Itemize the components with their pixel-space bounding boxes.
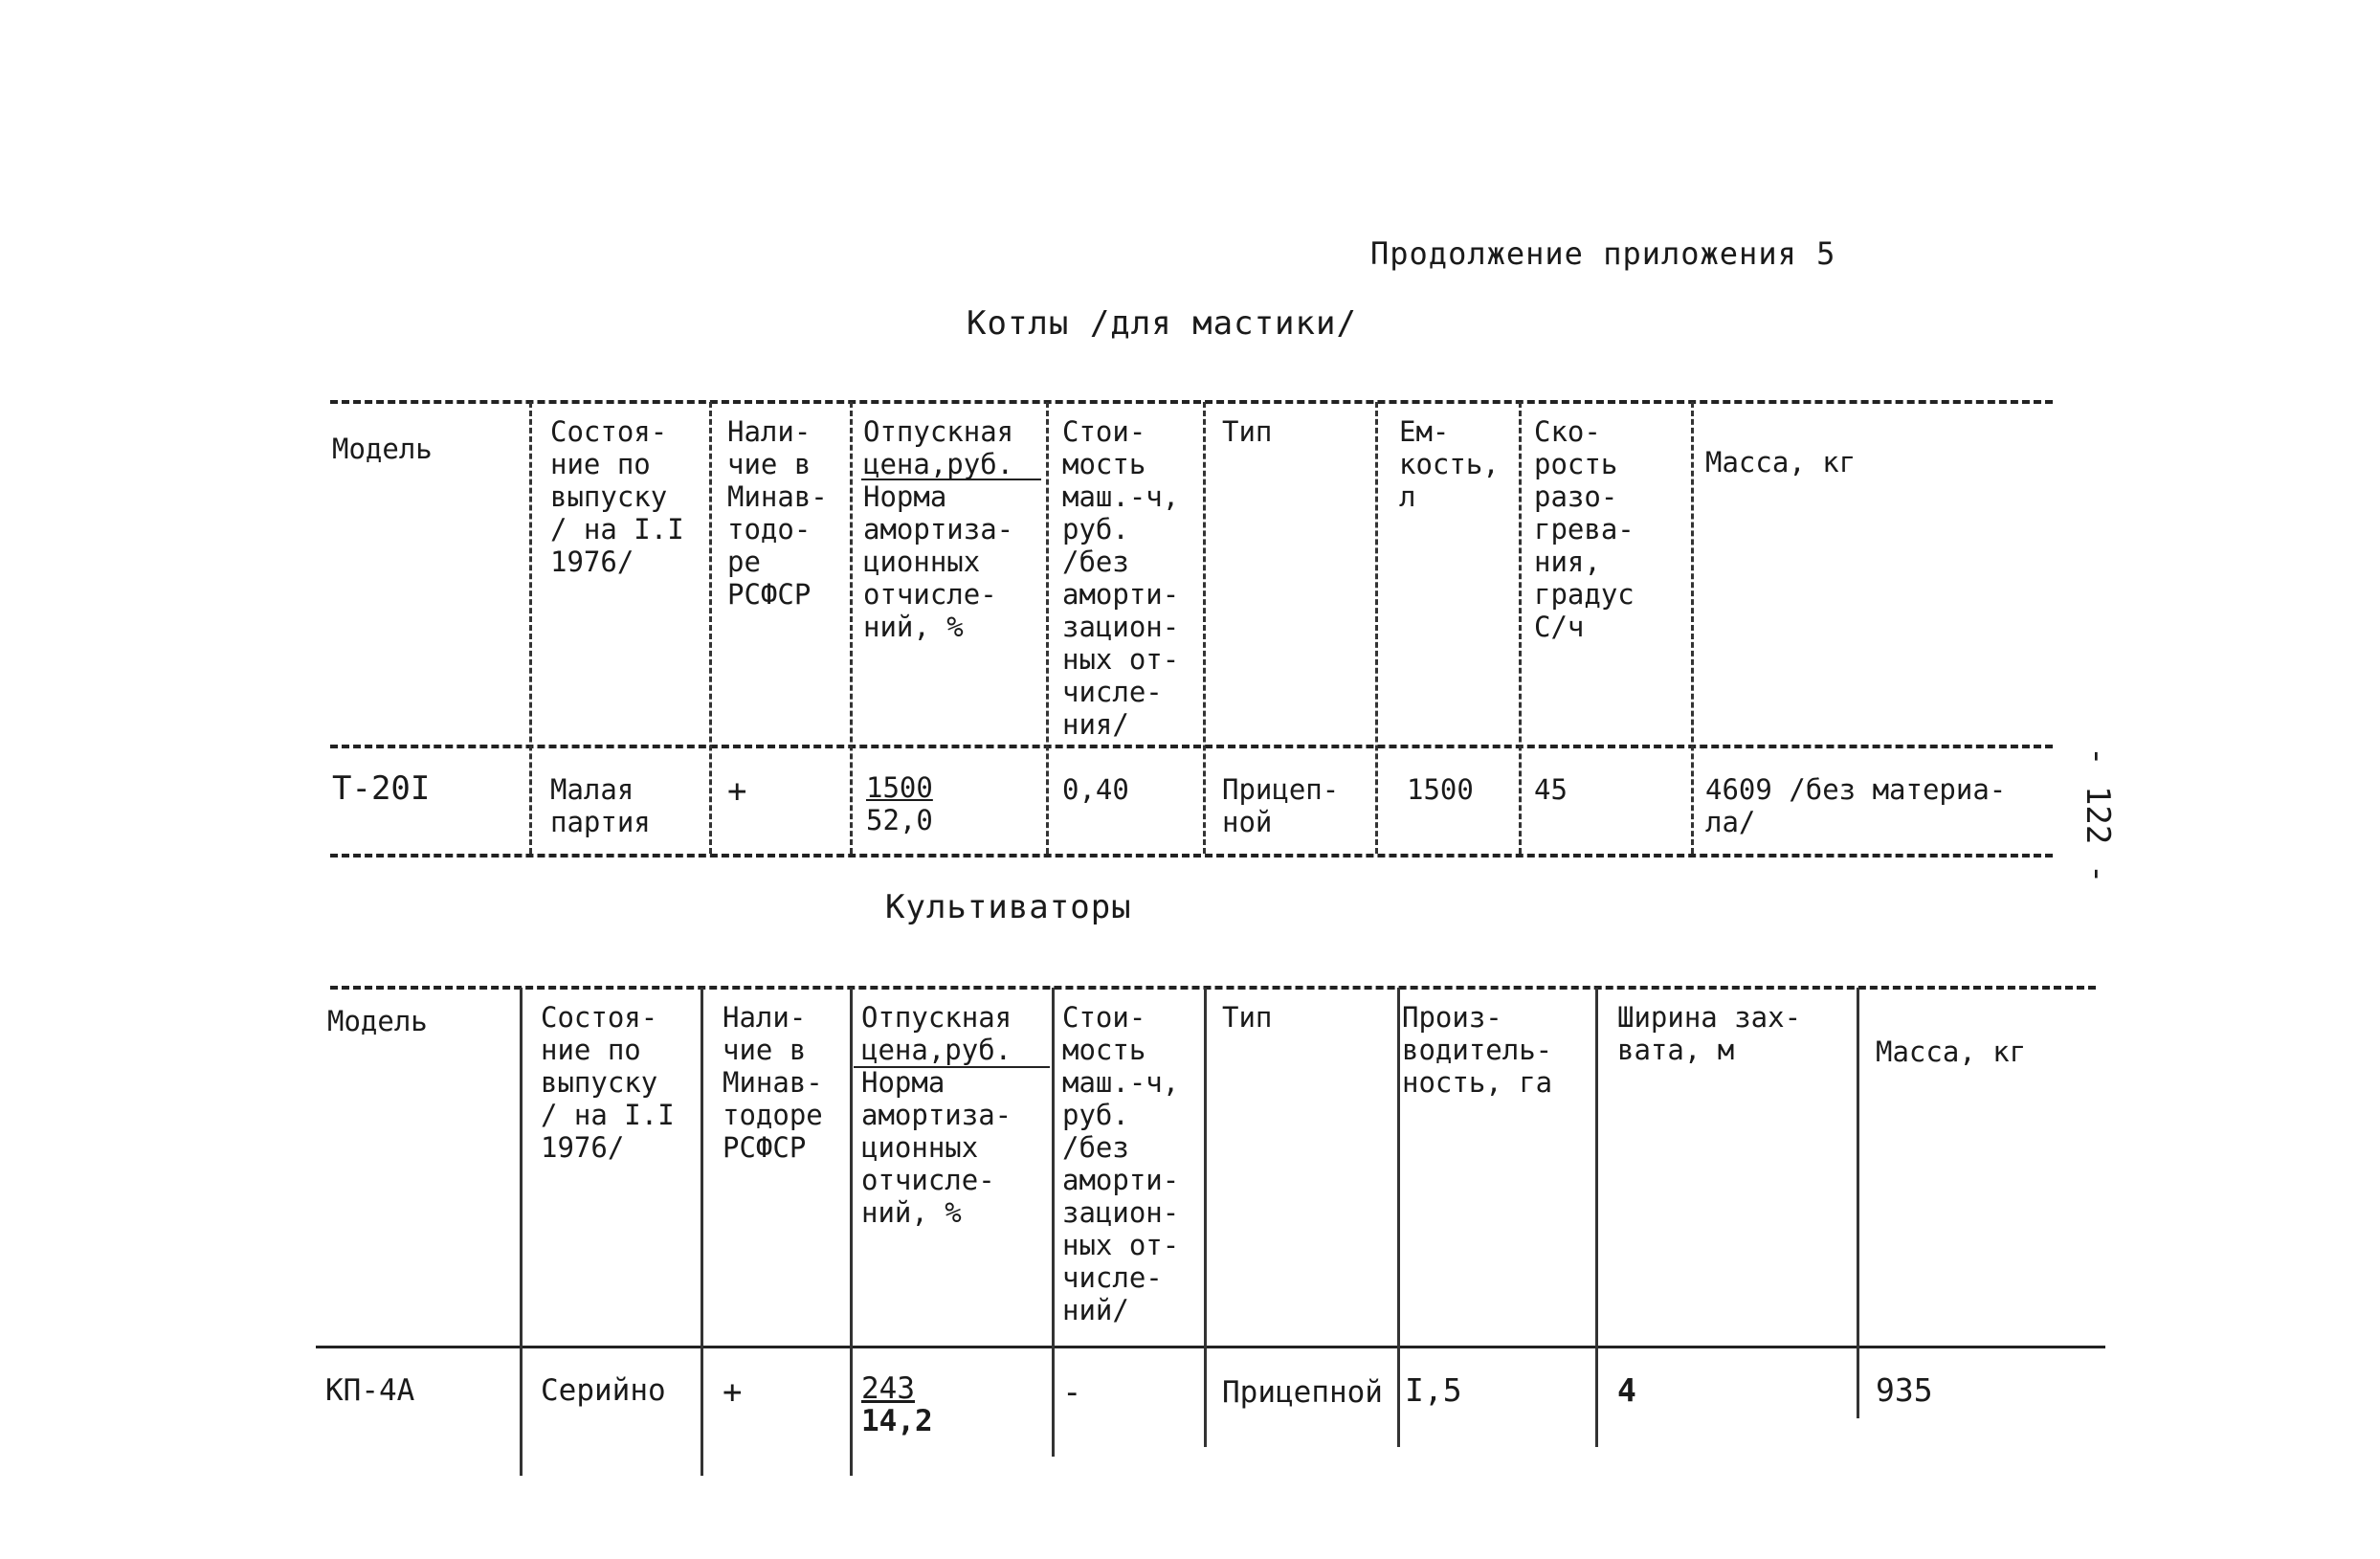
t1-header-state: Состоя- ние по выпуску / на I.I 1976/ [550, 415, 684, 578]
t1-header-capacity: Ем- кость, л [1399, 415, 1500, 513]
t2-cell-model: КП-4А [325, 1373, 415, 1408]
t1-header-mass: Масса, кг [1705, 446, 1857, 479]
t1-header-model: Модель [332, 433, 433, 465]
t1-header-price: Отпускная цена,руб. Норма амортиза- ционных отчисле- ний, % [863, 415, 1014, 643]
t2-header-width: Ширина зах- вата, м [1617, 1001, 1802, 1066]
t1-cell-price-bottom: 52,0 [866, 804, 933, 836]
table2-header-rule [316, 1346, 2105, 1348]
t2-header-cost: Стои- мость маш.-ч, руб. /без аморти- зацион- ных от- числе- ний/ [1062, 1001, 1180, 1326]
t2-header-price: Отпускная цена,руб. Норма амортиза- ционных отчисле- ний, % [861, 1001, 1012, 1229]
t1-header-heating-speed: Ско- рость разо- грева- ния, градус С/ч [1534, 415, 1635, 643]
section1-title: Котлы /для мастики/ [967, 304, 1357, 343]
t1-cell-cost: 0,40 [1062, 773, 1129, 806]
t2-cell-price-bottom: 14,2 [861, 1404, 933, 1438]
t1-header-availability: Нали- чие в Минав- тодо- ре РСФСР [727, 415, 828, 611]
t2-cell-productivity: I,5 [1405, 1371, 1462, 1409]
annex-label: Продолжение приложения 5 [1370, 235, 1836, 272]
t2-header-mass: Масса, кг [1876, 1036, 2027, 1068]
section2-title: Культиваторы [885, 888, 1132, 926]
table1-top-rule [330, 400, 2053, 404]
t1-cell-model: Т-20I [332, 769, 431, 808]
t1-cell-type: Прицеп- ной [1222, 773, 1340, 838]
table1-bottom-rule [330, 854, 2053, 857]
t1-cell-price-top: 1500 [866, 771, 933, 804]
t2-cell-type: Прицепной [1222, 1375, 1383, 1410]
t1-cell-mass: 4609 /без материа- ла/ [1705, 773, 2007, 838]
t2-header-productivity: Произ- водитель- ность, га [1402, 1001, 1553, 1099]
t2-cell-availability: + [723, 1373, 743, 1412]
t1-cell-state: Малая партия [550, 773, 651, 838]
t2-cell-width: 4 [1617, 1371, 1636, 1409]
t1-header-type: Тип [1222, 415, 1273, 448]
t2-header-type: Тип [1222, 1001, 1273, 1034]
t1-header-cost: Стои- мость маш.-ч, руб. /без аморти- зацион- ных от- числе- ния/ [1062, 415, 1180, 741]
t2-header-model: Модель [327, 1005, 428, 1037]
t2-cell-cost: - [1062, 1373, 1082, 1412]
table1-header-rule [330, 745, 2053, 748]
t2-cell-price-top: 243 [861, 1371, 915, 1406]
t1-cell-heating-speed: 45 [1534, 773, 1568, 806]
t2-cell-mass: 935 [1876, 1371, 1933, 1409]
t1-cell-availability: + [727, 772, 747, 811]
t1-cell-capacity: 1500 [1407, 773, 1474, 806]
t2-cell-state: Серийно [541, 1373, 666, 1408]
t2-header-state: Состоя- ние по выпуску / на I.I 1976/ [541, 1001, 675, 1164]
table2-top-rule [330, 986, 2096, 990]
t2-header-availability: Нали- чие в Минав- тодоре РСФСР [723, 1001, 823, 1164]
page-number: - 122 - [2079, 746, 2117, 884]
